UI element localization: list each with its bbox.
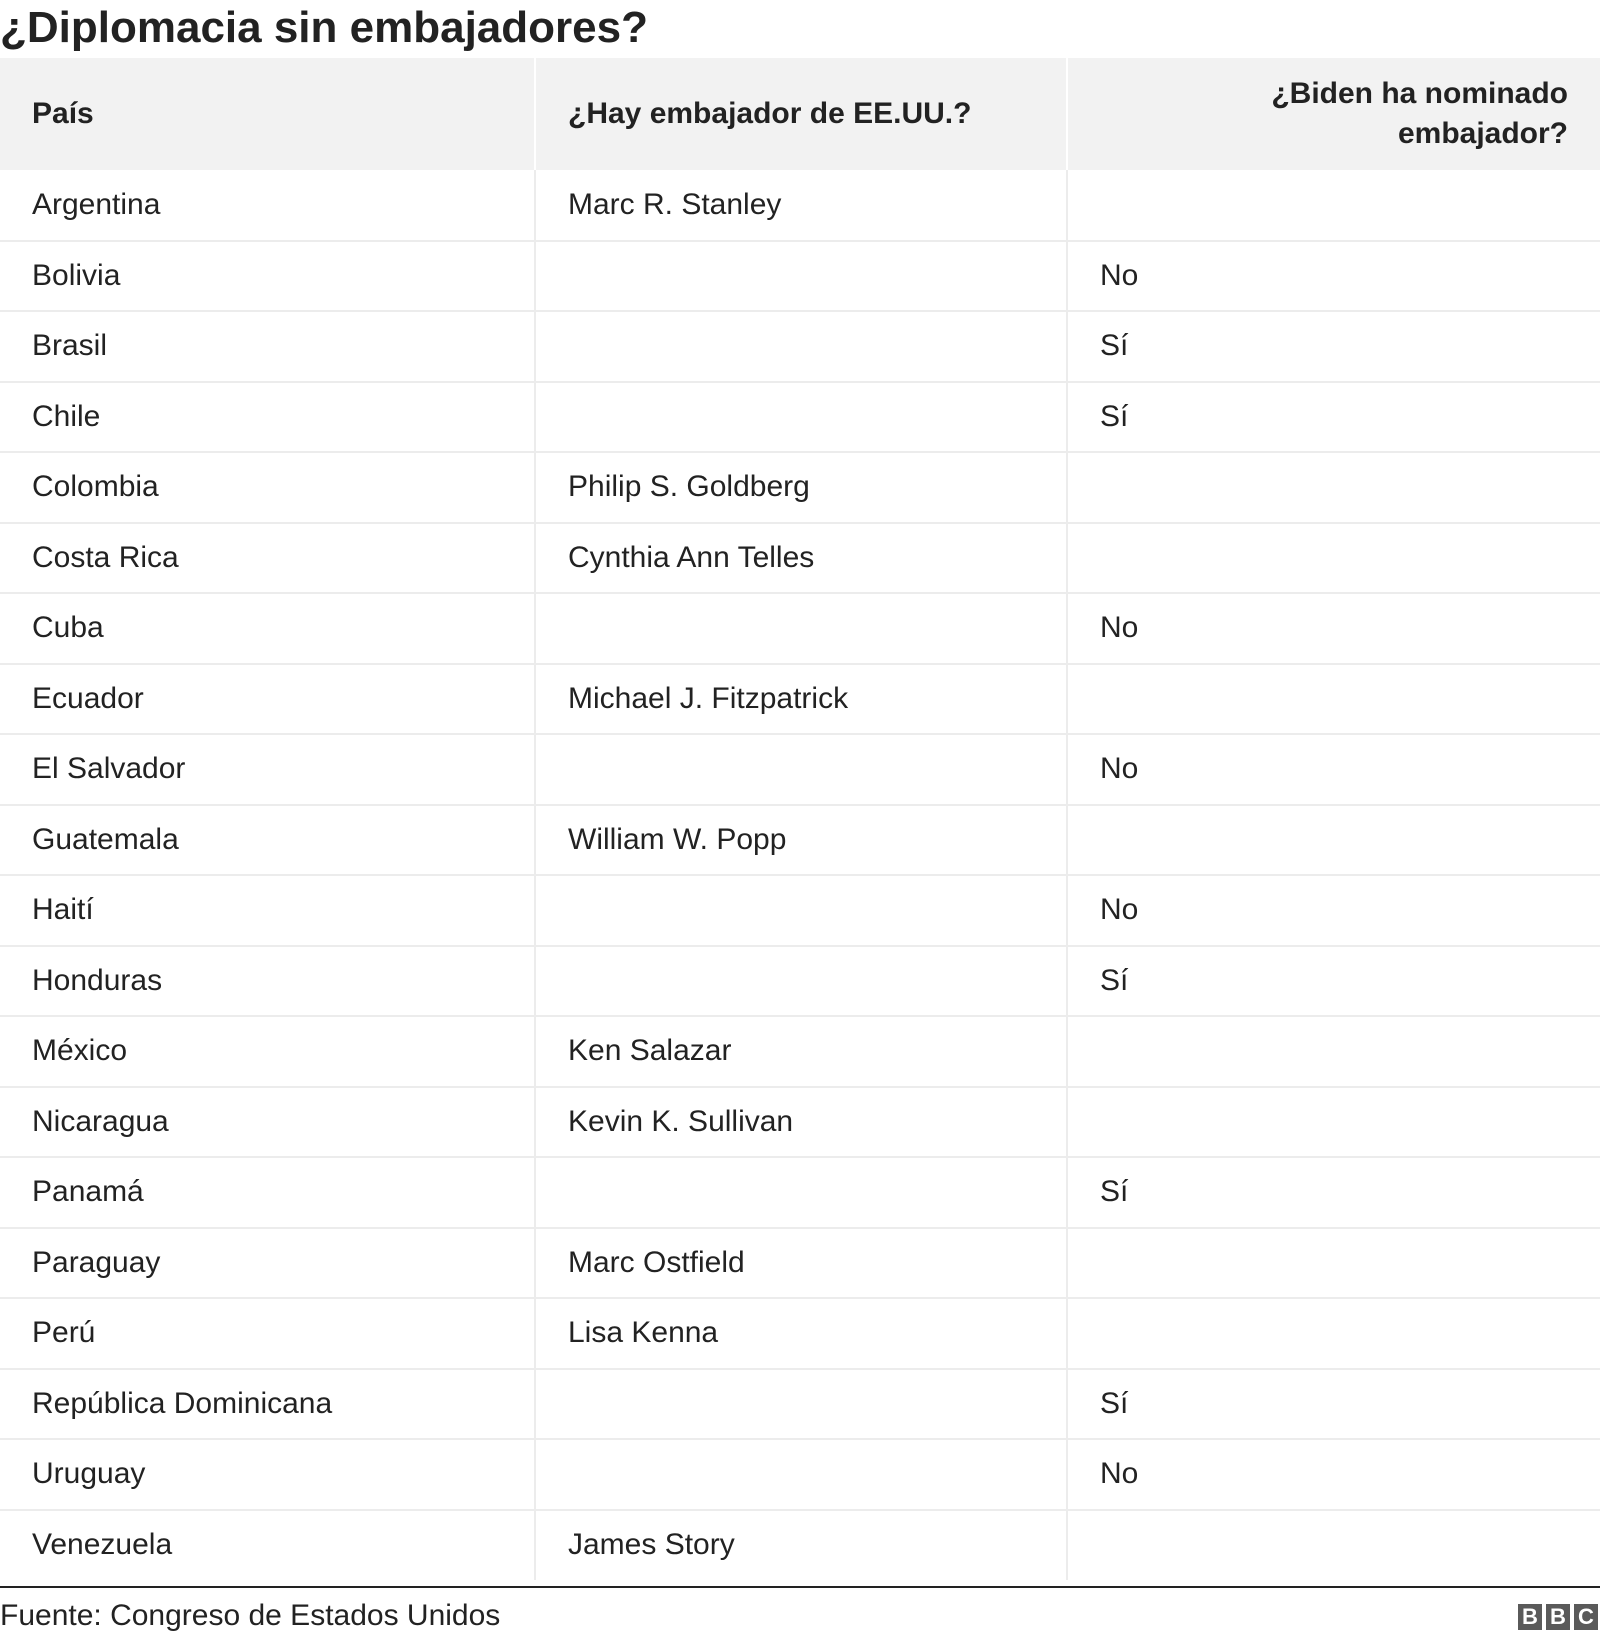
table-row (0, 664, 1600, 735)
cell-country: México (0, 1016, 535, 1087)
table-row (0, 805, 1600, 876)
cell-ambassador: Ken Salazar (535, 1016, 1067, 1087)
table-row (0, 1439, 1600, 1510)
table-row (0, 452, 1600, 523)
cell-ambassador (535, 241, 1067, 312)
cell-nominated (1067, 523, 1600, 594)
cell-country: Uruguay (0, 1439, 535, 1510)
cell-country: Panamá (0, 1157, 535, 1228)
cell-nominated (1067, 452, 1600, 523)
cell-ambassador (535, 1157, 1067, 1228)
cell-country: Colombia (0, 452, 535, 523)
table-row (0, 593, 1600, 664)
cell-nominated (1067, 664, 1600, 735)
table-row (0, 311, 1600, 382)
cell-ambassador: Marc Ostfield (535, 1228, 1067, 1299)
table-row (0, 875, 1600, 946)
cell-ambassador (535, 311, 1067, 382)
cell-nominated (1067, 1510, 1600, 1581)
cell-country: Paraguay (0, 1228, 535, 1299)
cell-ambassador: Philip S. Goldberg (535, 452, 1067, 523)
cell-country: Costa Rica (0, 523, 535, 594)
table-row (0, 382, 1600, 453)
cell-country: Perú (0, 1298, 535, 1369)
cell-country: Nicaragua (0, 1087, 535, 1158)
cell-nominated: No (1067, 1439, 1600, 1510)
table-row (0, 1510, 1600, 1581)
cell-ambassador: James Story (535, 1510, 1067, 1581)
table-row (0, 1228, 1600, 1299)
table-row (0, 1157, 1600, 1228)
cell-ambassador: Cynthia Ann Telles (535, 523, 1067, 594)
cell-country: Brasil (0, 311, 535, 382)
cell-nominated (1067, 1228, 1600, 1299)
cell-nominated (1067, 170, 1600, 241)
cell-nominated: No (1067, 593, 1600, 664)
cell-nominated: No (1067, 734, 1600, 805)
cell-country: Honduras (0, 946, 535, 1017)
cell-nominated: No (1067, 875, 1600, 946)
column-header-nominated: ¿Biden ha nominado embajador? (1067, 58, 1600, 170)
cell-nominated: Sí (1067, 946, 1600, 1017)
table-row (0, 1298, 1600, 1369)
table-row (0, 1087, 1600, 1158)
cell-country: Argentina (0, 170, 535, 241)
cell-nominated (1067, 1087, 1600, 1158)
table-row (0, 734, 1600, 805)
bbc-logo-letter: C (1574, 1604, 1598, 1630)
cell-ambassador: Kevin K. Sullivan (535, 1087, 1067, 1158)
table-row (0, 946, 1600, 1017)
cell-country: Ecuador (0, 664, 535, 735)
cell-country: Guatemala (0, 805, 535, 876)
table-body (0, 170, 1600, 1580)
cell-country: República Dominicana (0, 1369, 535, 1440)
cell-ambassador: Michael J. Fitzpatrick (535, 664, 1067, 735)
cell-ambassador (535, 734, 1067, 805)
table-row (0, 523, 1600, 594)
table-row (0, 1369, 1600, 1440)
ambassador-table-container (0, 58, 1600, 1580)
cell-nominated: Sí (1067, 382, 1600, 453)
table-row (0, 170, 1600, 241)
cell-nominated: Sí (1067, 1369, 1600, 1440)
cell-nominated: Sí (1067, 311, 1600, 382)
cell-ambassador: Marc R. Stanley (535, 170, 1067, 241)
cell-ambassador (535, 875, 1067, 946)
cell-nominated (1067, 1016, 1600, 1087)
cell-ambassador (535, 593, 1067, 664)
cell-ambassador: Lisa Kenna (535, 1298, 1067, 1369)
cell-ambassador: William W. Popp (535, 805, 1067, 876)
column-header-country: País (0, 58, 535, 170)
table-row (0, 241, 1600, 312)
cell-ambassador (535, 382, 1067, 453)
page-title: ¿Diplomacia sin embajadores? (0, 3, 648, 52)
cell-country: Chile (0, 382, 535, 453)
source-note: Fuente: Congreso de Estados Unidos (0, 1599, 501, 1632)
column-header-ambassador: ¿Hay embajador de EE.UU.? (535, 58, 1067, 170)
table-row (0, 1016, 1600, 1087)
cell-ambassador (535, 1369, 1067, 1440)
footer-divider (0, 1586, 1600, 1588)
bbc-logo-letter: B (1546, 1604, 1570, 1630)
cell-country: Cuba (0, 593, 535, 664)
cell-ambassador (535, 946, 1067, 1017)
cell-country: El Salvador (0, 734, 535, 805)
bbc-logo-letter: B (1518, 1604, 1542, 1630)
cell-ambassador (535, 1439, 1067, 1510)
cell-country: Bolivia (0, 241, 535, 312)
cell-nominated (1067, 805, 1600, 876)
cell-nominated: Sí (1067, 1157, 1600, 1228)
table-header-row (0, 58, 1600, 170)
cell-nominated: No (1067, 241, 1600, 312)
cell-nominated (1067, 1298, 1600, 1369)
bbc-logo (1518, 1604, 1598, 1630)
cell-country: Venezuela (0, 1510, 535, 1581)
cell-country: Haití (0, 875, 535, 946)
ambassador-table (0, 58, 1600, 1580)
